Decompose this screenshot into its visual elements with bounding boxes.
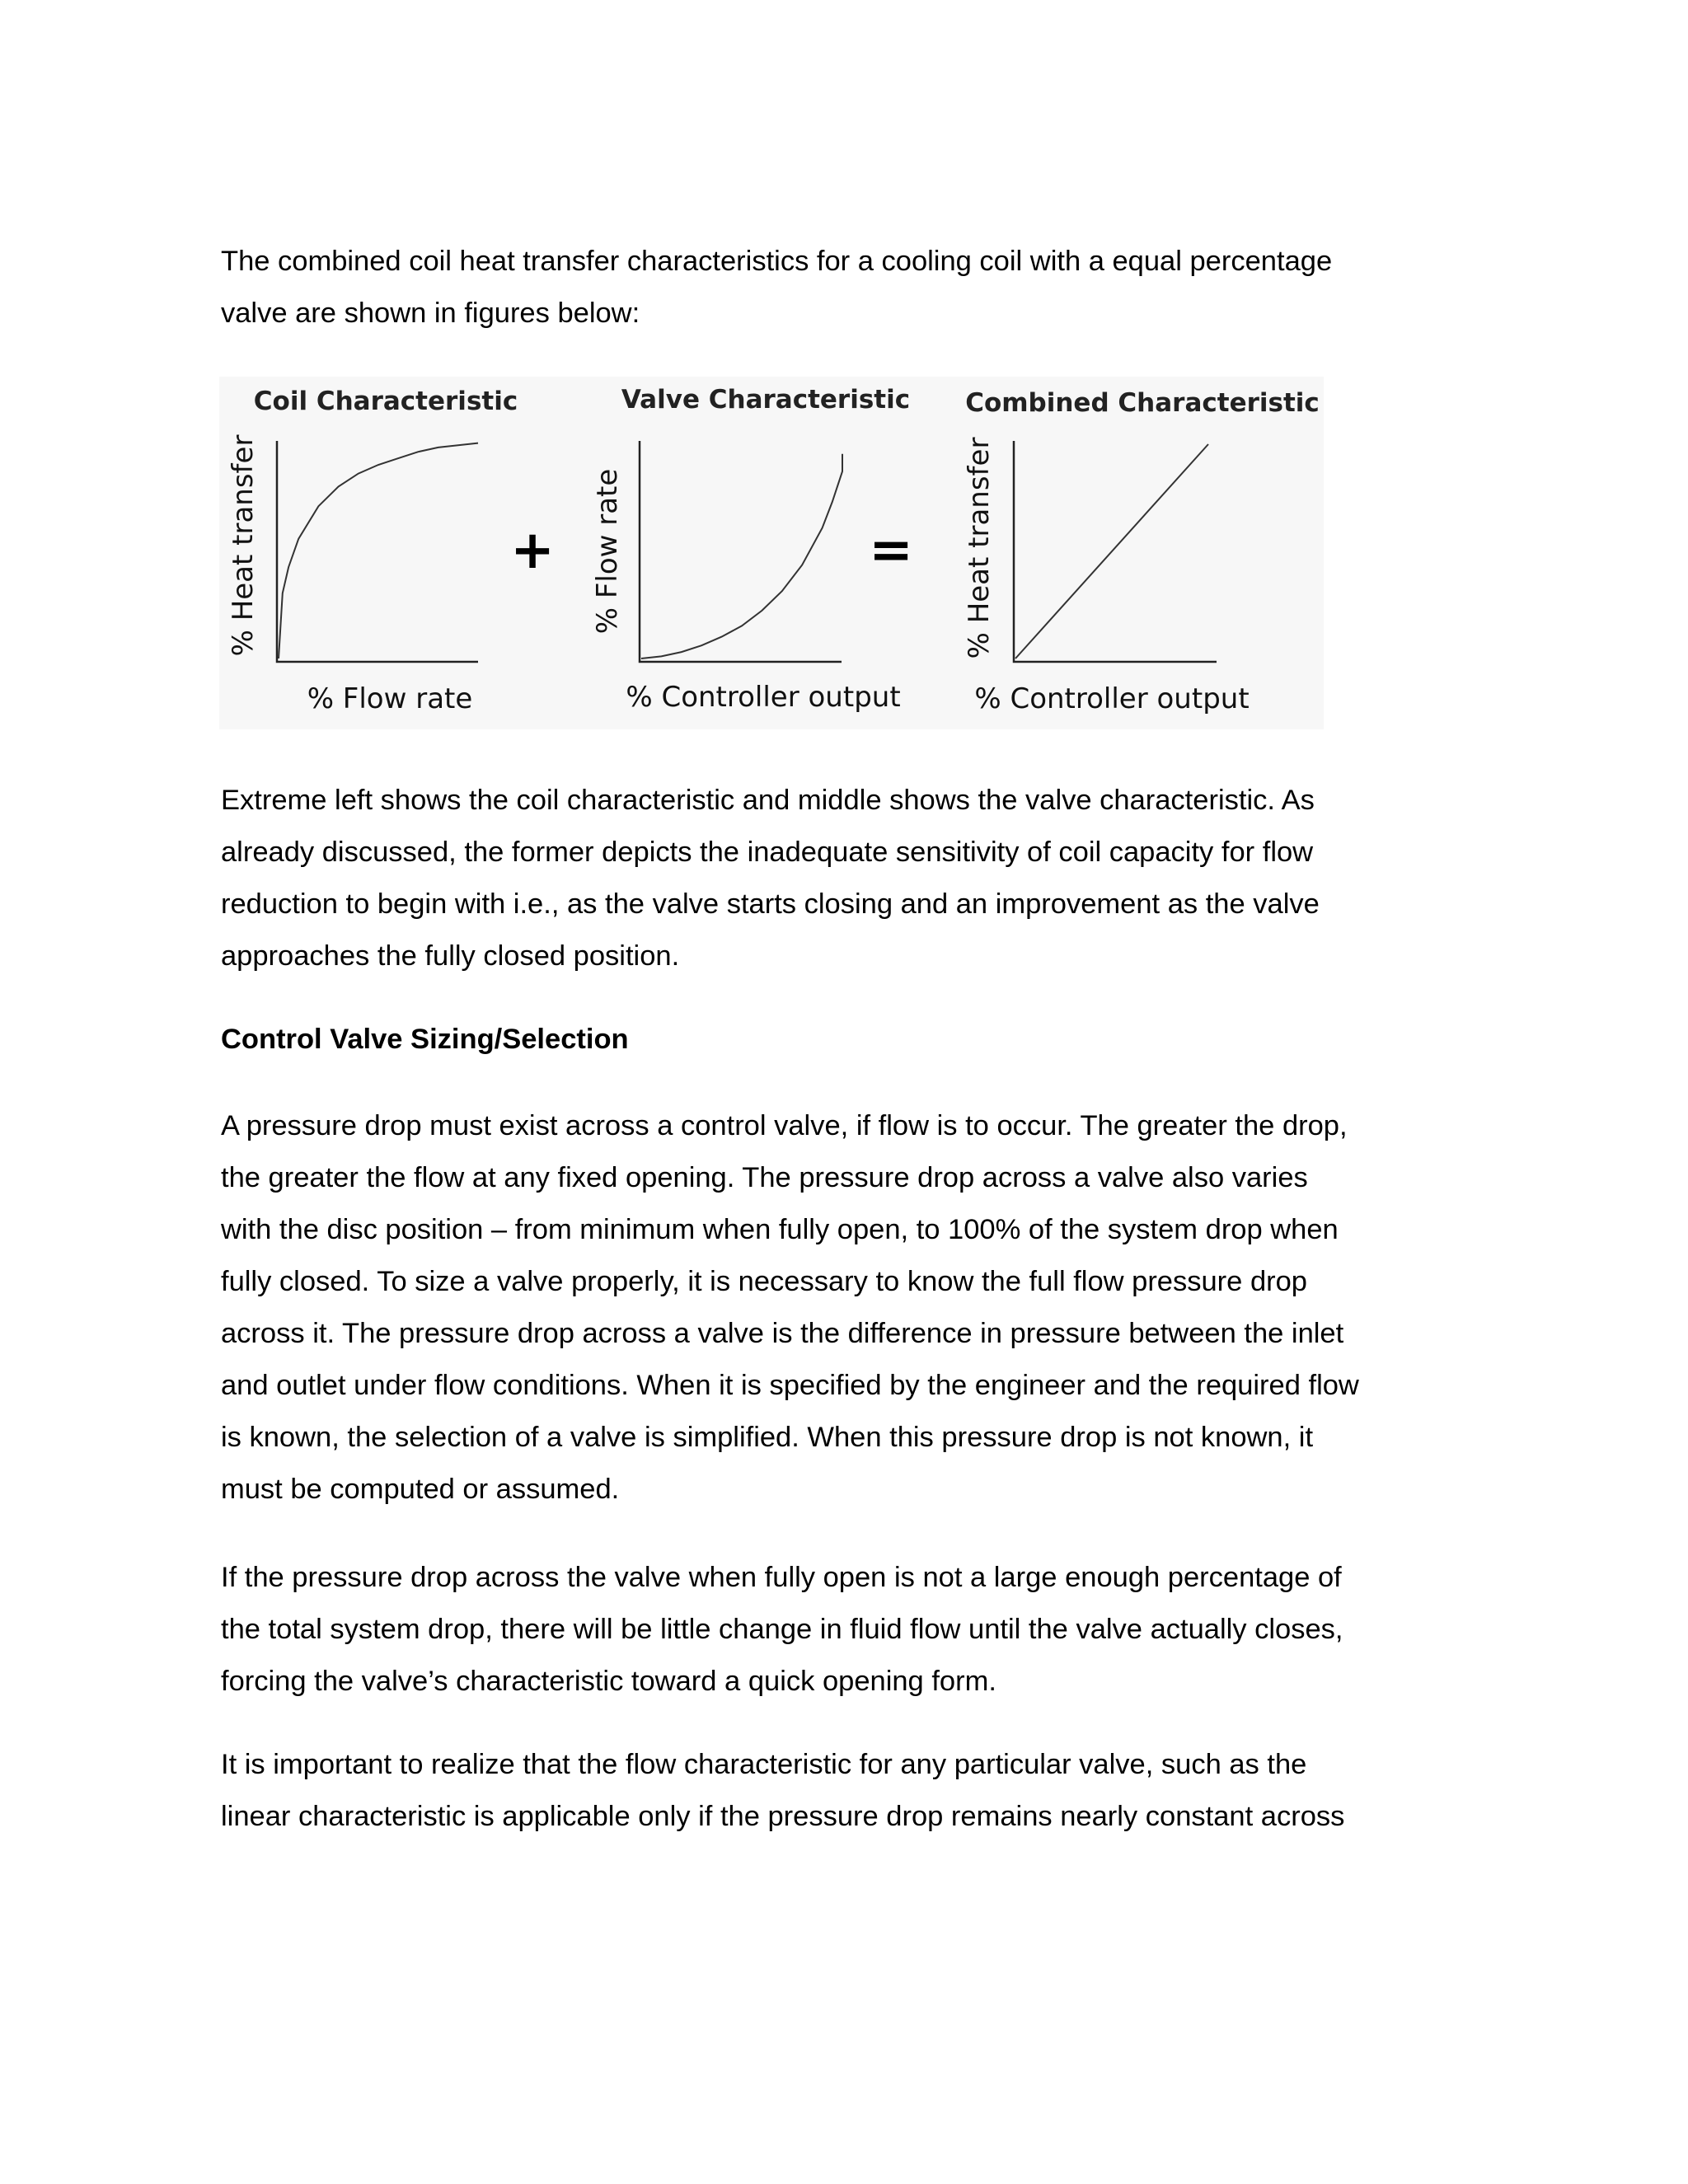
equals-operator: = bbox=[869, 520, 913, 581]
text-line: forcing the valve’s characteristic toward a quick opening form. bbox=[221, 1666, 996, 1697]
text-line: fully closed. To size a valve properly, it is necessary to know the full flow pressure drop bbox=[221, 1266, 1307, 1297]
paragraph-pressure-drop bbox=[221, 1100, 1441, 1516]
valve-chart-xlabel: % Controller output bbox=[626, 681, 901, 714]
combined-chart-axes bbox=[1014, 441, 1217, 662]
text-line: must be computed or assumed. bbox=[221, 1474, 620, 1505]
plus-operator: + bbox=[510, 520, 555, 581]
valve-chart-axes bbox=[640, 441, 842, 662]
text-line: already discussed, the former depicts the inadequate sensitivity of coil capacity for flow bbox=[221, 837, 1314, 868]
valve-characteristic-curve bbox=[641, 454, 842, 658]
coil-chart-axes bbox=[277, 441, 478, 662]
combined-chart-xlabel: % Controller output bbox=[974, 682, 1250, 715]
paragraph-flow-characteristic bbox=[221, 1739, 1441, 1843]
section-heading: Control Valve Sizing/Selection bbox=[221, 1024, 629, 1055]
text-line: linear characteristic is applicable only if the pressure drop remains nearly constant across bbox=[221, 1801, 1345, 1832]
coil-characteristic-chart bbox=[227, 387, 518, 715]
text-line: approaches the fully closed position. bbox=[221, 940, 680, 972]
text-line: A pressure drop must exist across a control valve, if flow is to occur. The greater the drop, bbox=[221, 1110, 1348, 1141]
combined-chart-ylabel: % Heat transfer bbox=[963, 437, 996, 659]
text-line: Extreme left shows the coil characteristic and middle shows the valve characteristic. As bbox=[221, 785, 1315, 816]
coil-chart-xlabel: % Flow rate bbox=[307, 682, 473, 715]
coil-chart-ylabel: % Heat transfer bbox=[227, 434, 260, 657]
intro-paragraph bbox=[221, 236, 1441, 340]
text-line: valve are shown in figures below: bbox=[221, 298, 640, 329]
valve-chart-title: Valve Characteristic bbox=[621, 385, 911, 415]
text-line: the greater the flow at any fixed opening. The pressure drop across a valve also varies bbox=[221, 1162, 1308, 1193]
text-line: It is important to realize that the flow characteristic for any particular valve, such as the bbox=[221, 1749, 1307, 1780]
text-line: the total system drop, there will be little change in fluid flow until the valve actually closes, bbox=[221, 1614, 1343, 1645]
text-line: reduction to begin with i.e., as the valve starts closing and an improvement as the valve bbox=[221, 888, 1320, 920]
valve-chart-ylabel: % Flow rate bbox=[591, 468, 624, 635]
text-line: across it. The pressure drop across a valve is the difference in pressure between the inlet bbox=[221, 1318, 1344, 1349]
combined-characteristic-chart bbox=[963, 388, 1320, 715]
valve-characteristic-chart bbox=[591, 385, 910, 714]
combined-characteristic-line bbox=[1015, 444, 1208, 658]
combined-chart-title: Combined Characteristic bbox=[965, 388, 1320, 418]
text-line: and outlet under flow conditions. When it is specified by the engineer and the required flow bbox=[221, 1370, 1359, 1401]
characteristics-figure-svg bbox=[219, 377, 1324, 729]
paragraph-system-drop bbox=[221, 1552, 1441, 1708]
text-line: The combined coil heat transfer characteristics for a cooling coil with a equal percentage bbox=[221, 246, 1333, 277]
coil-chart-title: Coil Characteristic bbox=[253, 387, 518, 416]
coil-characteristic-curve bbox=[279, 443, 478, 658]
characteristics-figure bbox=[219, 377, 1324, 729]
text-line: is known, the selection of a valve is simplified. When this pressure drop is not known, it bbox=[221, 1422, 1314, 1453]
text-line: with the disc position – from minimum when fully open, to 100% of the system drop when bbox=[221, 1214, 1339, 1245]
text-line: If the pressure drop across the valve when fully open is not a large enough percentage of bbox=[221, 1562, 1342, 1593]
paragraph-characteristics bbox=[221, 775, 1441, 982]
